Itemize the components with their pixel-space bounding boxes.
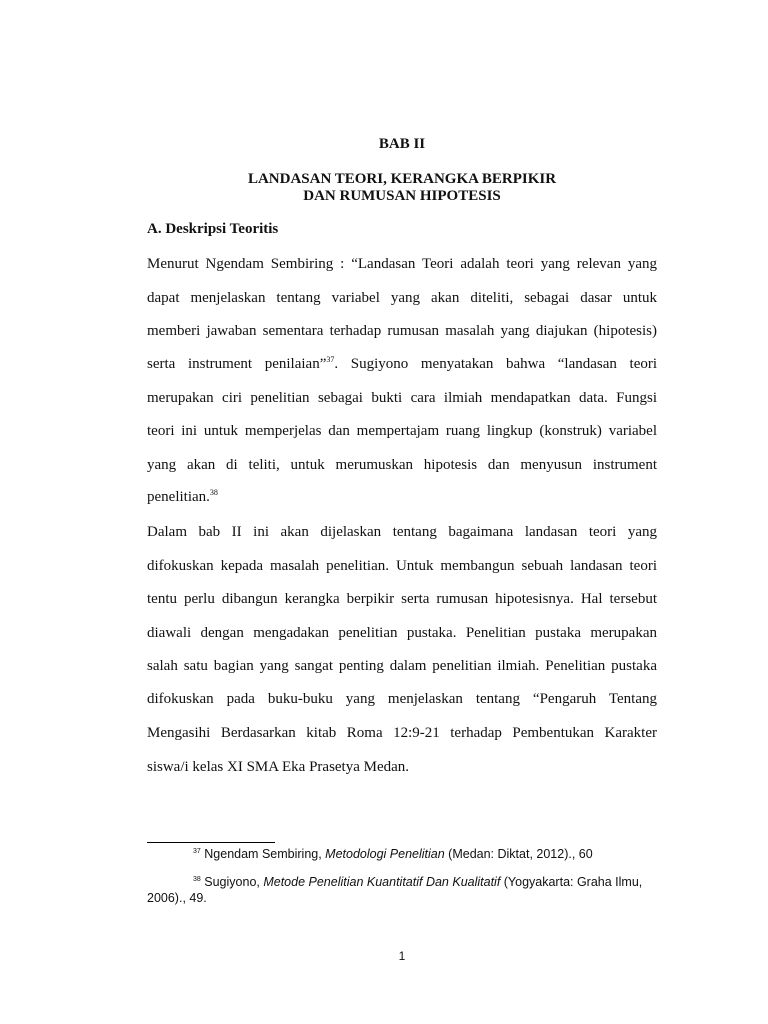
paragraph-1-line: yang akan di teliti, untuk merumuskan hipotesis dan menyusun instrument bbox=[147, 457, 657, 473]
footnote-37 bbox=[193, 846, 593, 862]
footnote-book-title: Metodologi Penelitian bbox=[325, 847, 445, 861]
footnote-text: (Yogyakarta: Graha Ilmu, bbox=[500, 875, 643, 889]
section-heading: A. Deskripsi Teoritis bbox=[147, 221, 279, 237]
footnote-number: 37 bbox=[193, 848, 201, 855]
footnote-38-continuation: 2006)., 49. bbox=[147, 891, 207, 905]
paragraph-2-line: Mengasihi Berdasarkan kitab Roma 12:9-21 terhadap Pembentukan Karakter bbox=[147, 725, 657, 741]
footnote-book-title: Metode Penelitian Kuantitatif Dan Kualitatif bbox=[263, 875, 501, 889]
footnote-number: 38 bbox=[193, 876, 201, 883]
footnote-separator bbox=[147, 842, 275, 843]
paragraph-1-text: serta instrument penilaian” bbox=[147, 356, 327, 372]
paragraph-1-text: penelitian. bbox=[147, 489, 210, 505]
footnote-38 bbox=[193, 874, 642, 890]
paragraph-2-line: salah satu bagian yang sangat penting dalam penelitian ilmiah. Penelitian pustaka bbox=[147, 658, 657, 674]
paragraph-2-line: difokuskan kepada masalah penelitian. Untuk membangun sebuah landasan teori bbox=[147, 558, 657, 574]
paragraph-1-line: dapat menjelaskan tentang variabel yang akan diteliti, sebagai dasar untuk bbox=[147, 290, 657, 306]
paragraph-1-line bbox=[147, 355, 657, 373]
document-page bbox=[147, 0, 657, 1024]
chapter-heading: BAB II bbox=[378, 136, 426, 152]
paragraph-1-line: memberi jawaban sementara terhadap rumusan masalah yang diajukan (hipotesis) bbox=[147, 323, 657, 339]
chapter-title-line-2: DAN RUMUSAN HIPOTESIS bbox=[303, 188, 501, 204]
paragraph-2-line: siswa/i kelas XI SMA Eka Prasetya Medan. bbox=[147, 759, 410, 775]
paragraph-1-text: . Sugiyono menyatakan bahwa “landasan teori bbox=[334, 356, 658, 372]
page-number: 1 bbox=[398, 949, 406, 963]
paragraph-2-line: Dalam bab II ini akan dijelaskan tentang bagaimana landasan teori yang bbox=[147, 524, 657, 540]
paragraph-2-line: difokuskan pada buku-buku yang menjelaskan tentang “Pengaruh Tentang bbox=[147, 691, 657, 707]
footnote-text: Sugiyono, bbox=[200, 875, 264, 889]
paragraph-1-line bbox=[147, 488, 657, 506]
paragraph-1-line: teori ini untuk memperjelas dan mempertajam ruang lingkup (konstruk) variabel bbox=[147, 423, 657, 439]
footnote-ref-37[interactable]: 37 bbox=[326, 355, 335, 364]
paragraph-1-line: Menurut Ngendam Sembiring : “Landasan Teori adalah teori yang relevan yang bbox=[147, 256, 657, 272]
footnote-text: (Medan: Diktat, 2012)., 60 bbox=[444, 847, 593, 861]
paragraph-2-line: tentu perlu dibangun kerangka berpikir serta rumusan hipotesisnya. Hal tersebut bbox=[147, 591, 657, 607]
chapter-title-line-1: LANDASAN TEORI, KERANGKA BERPIKIR bbox=[247, 171, 557, 187]
footnote-text: Ngendam Sembiring, bbox=[200, 847, 326, 861]
paragraph-2-line: diawali dengan mengadakan penelitian pustaka. Penelitian pustaka merupakan bbox=[147, 625, 657, 641]
paragraph-1-line: merupakan ciri penelitian sebagai bukti cara ilmiah mendapatkan data. Fungsi bbox=[147, 390, 657, 406]
footnote-ref-38[interactable]: 38 bbox=[209, 488, 218, 497]
